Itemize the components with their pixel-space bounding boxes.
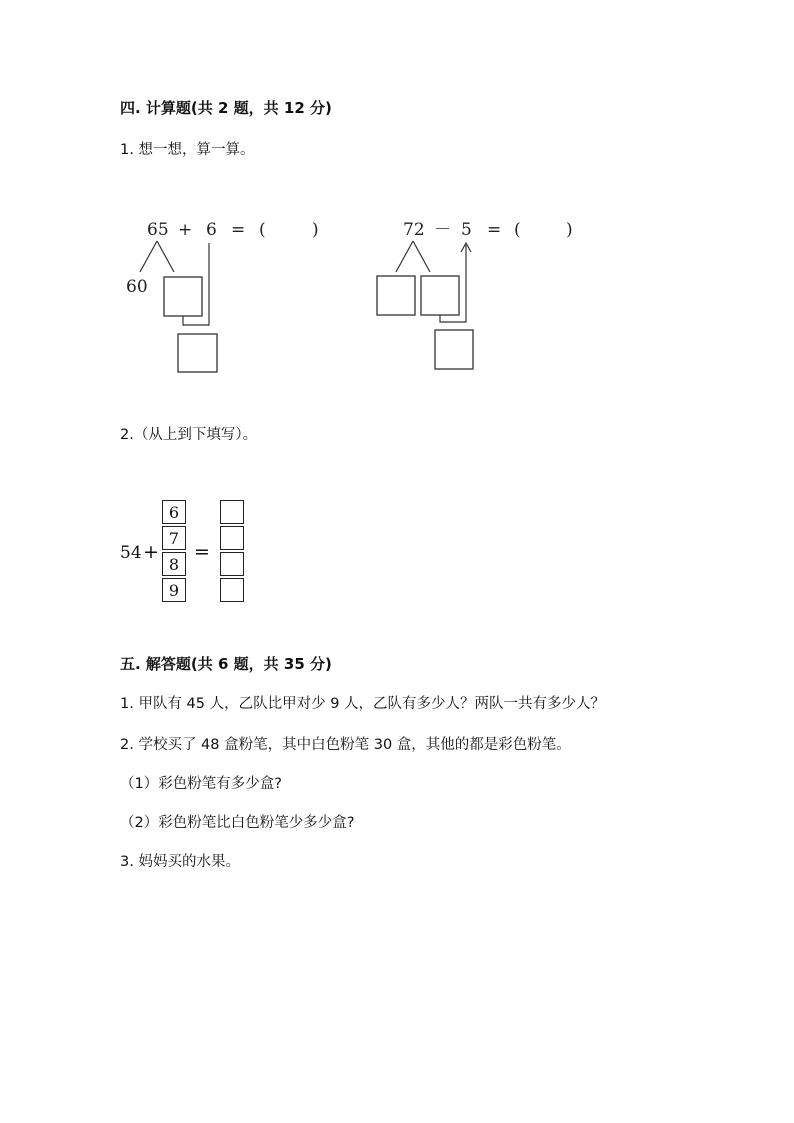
- expr2-a: 72: [403, 220, 425, 240]
- question-5-1: 1. 甲队有 45 人，乙队比甲对少 9 人，乙队有多少人？两队一共有多少人？: [120, 696, 606, 712]
- expr1-eq: =: [231, 220, 246, 240]
- expr1-split-lines: [140, 241, 174, 272]
- question-5-2: 2. 学校买了 48 盒粉笔，其中白色粉笔 30 盒，其他的都是彩色粉笔。: [120, 737, 571, 753]
- section4-title: 四. 计算题(共 2 题，共 12 分): [120, 99, 332, 117]
- column-plus: +: [143, 541, 159, 563]
- expr2-op: －: [434, 220, 451, 240]
- expr2-split-lines: [396, 241, 430, 272]
- expr2-lparen: (: [514, 220, 521, 240]
- section5-title: 五. 解答题(共 6 题，共 35 分): [120, 655, 332, 673]
- expr1-partial-box[interactable]: [164, 277, 202, 316]
- expr2-result-box[interactable]: [435, 330, 473, 369]
- addend-box-2: 7: [162, 526, 186, 550]
- question-5-2-sub2: （2）彩色粉笔比白色粉笔少多少盒?: [120, 815, 355, 831]
- column-eq: =: [194, 541, 210, 563]
- expr1-result-box[interactable]: [178, 334, 217, 372]
- expr2-eq: =: [487, 220, 502, 240]
- addend-box-4: 9: [162, 578, 186, 602]
- answer-box-1[interactable]: [220, 500, 244, 524]
- calc-diagrams: [0, 0, 794, 420]
- answer-box-2[interactable]: [220, 526, 244, 550]
- question-5-2-sub1: （1）彩色粉笔有多少盒?: [120, 776, 282, 792]
- expr2-b: 5: [461, 220, 472, 240]
- answer-box-4[interactable]: [220, 578, 244, 602]
- expr1-a: 65: [147, 220, 169, 240]
- addend-box-3: 8: [162, 552, 186, 576]
- expr1-rparen: ): [312, 220, 319, 240]
- expr2-ones-box[interactable]: [421, 276, 459, 315]
- answer-box-3[interactable]: [220, 552, 244, 576]
- expr2-tens-box[interactable]: [377, 276, 415, 315]
- expr1-op: +: [178, 220, 193, 240]
- expr1-b: 6: [206, 220, 217, 240]
- expr2-rparen: ): [566, 220, 573, 240]
- column-base: 54: [120, 543, 142, 563]
- question-4-1: 1. 想一想，算一算。: [120, 142, 255, 158]
- question-4-2: 2.（从上到下填写）。: [120, 427, 258, 443]
- expr1-split-value: 60: [126, 277, 148, 297]
- addend-box-1: 6: [162, 500, 186, 524]
- question-5-3: 3. 妈妈买的水果。: [120, 854, 240, 870]
- expr1-lparen: (: [259, 220, 266, 240]
